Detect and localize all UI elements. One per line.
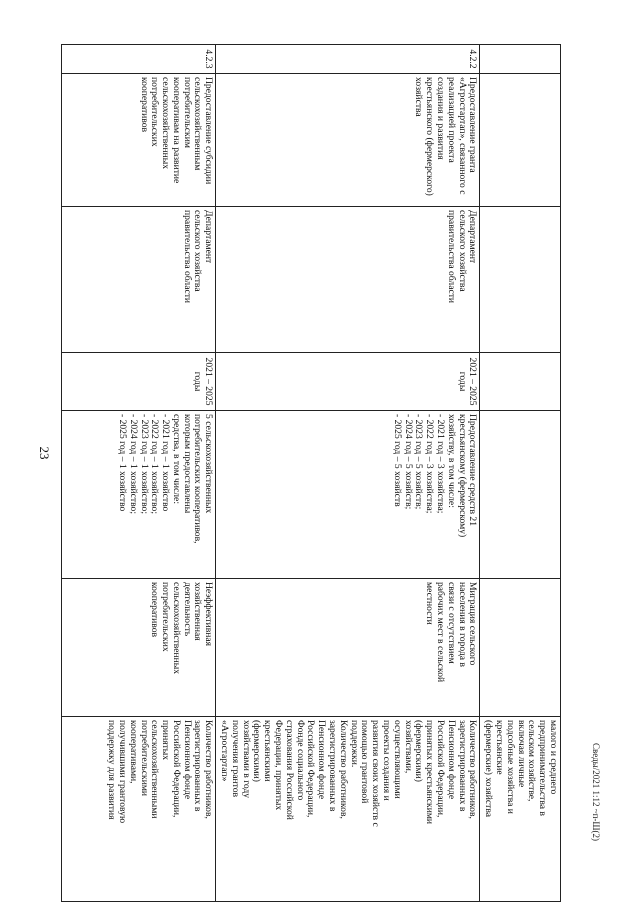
cell-line: потребительскими [138, 720, 150, 797]
cell-line: сельского хозяйства [456, 210, 468, 292]
cell-line: потребительским [181, 77, 193, 148]
period-cell: 2021 – 2025 годы [62, 353, 216, 411]
cell-line: включая личные [515, 720, 527, 788]
cell-line: Пенсионном фонде [181, 720, 193, 800]
executor-cell [62, 207, 216, 353]
cell-line: Неэффективная [203, 582, 215, 647]
indicator-cell [480, 717, 561, 902]
cell-line: хозяйству, в том числе: [445, 414, 457, 508]
table-row [216, 45, 480, 902]
measures-table [61, 44, 561, 902]
cell-line: хозяйствами, [402, 720, 414, 774]
cell-line: принятых [160, 720, 172, 761]
period-cell: 2021 – 2025 годы [216, 353, 480, 411]
cell-line: Предоставление гранта [467, 77, 479, 173]
cell-line: хозяйствами в году [240, 720, 252, 799]
result-cell [480, 411, 561, 579]
cell-line: средства, в том числе: [170, 414, 182, 504]
cell-line: предпринимательства в [537, 720, 549, 816]
cell-line: поддержки. [348, 720, 360, 768]
cell-line: потребительских [149, 77, 161, 147]
cell-line: сельского хозяйства [192, 210, 204, 292]
risk-cell [216, 579, 480, 717]
cell-line: принятых крестьянскими [424, 720, 436, 825]
cell-line: - 2023 год – 1 хозяйство; [138, 414, 150, 515]
indicator-cell [62, 717, 216, 902]
page-number: 23 [37, 446, 52, 460]
cell-line: сельскохозяйственных [170, 582, 182, 675]
cell-line: кооперативам на развитие [170, 77, 182, 184]
cell-line: хозяйственная [192, 582, 204, 641]
cell-line: - 2024 год – 5 хозяйств; [402, 414, 414, 510]
cell-line: (фермерские) хозяйства [483, 720, 495, 818]
cell-line: страхования Российской [283, 720, 295, 820]
cell-line: деятельность [181, 582, 193, 637]
cell-line: сельскохозяйственным [192, 77, 204, 171]
executor-cell [216, 207, 480, 353]
result-cell [62, 411, 216, 579]
cell-line: Российской Федерации, [435, 720, 447, 818]
cell-line: (фермерскими) [413, 720, 425, 782]
cell-line: - 2025 год – 1 хозяйство [116, 414, 128, 512]
cell-line: - 2025 год – 5 хозяйств [391, 414, 403, 507]
table-row [62, 45, 216, 902]
cell-line: зарегистрированных в [192, 720, 204, 812]
cell-line: помощью грантовой [359, 720, 371, 804]
cell-line: - 2024 год – 1 хозяйство; [127, 414, 139, 515]
cell-line: Федерации, принятых [273, 720, 285, 811]
cell-line: сельскохозяйственных [160, 77, 172, 170]
cell-line: - 2022 год – 1 хозяйство; [149, 414, 161, 515]
period-cell [480, 353, 561, 411]
cell-line: которым предоставлены [181, 414, 193, 514]
result-cell [216, 411, 480, 579]
event-cell [62, 74, 216, 207]
cell-line: создания и развития [435, 77, 447, 160]
cell-line: Департамент [467, 210, 479, 264]
cell-line: сельскохозяйственными [149, 720, 161, 819]
cell-line: Пенсионном фонде [445, 720, 457, 800]
cell-line: населения в города в [456, 582, 468, 667]
item-number-cell: 4.2.3 [62, 45, 216, 74]
cell-line: крестьянскому (фермерскому) [456, 414, 468, 538]
cell-line: Предоставление субсидии [203, 77, 215, 185]
cell-line: осуществляющими [391, 720, 403, 799]
cell-line: поддержку для развития [106, 720, 118, 820]
risk-cell [62, 579, 216, 717]
cell-line: Фонде социального [294, 720, 306, 801]
cell-line: - 2021 год – 3 хозяйства; [435, 414, 447, 514]
cell-line: Российской Федерации, [170, 720, 182, 818]
cell-line: крестьянскими [262, 720, 274, 782]
cell-line: кооперативами, [127, 720, 139, 784]
cell-line: Предоставление средств 21 [467, 414, 479, 527]
footer-code: Сведы/2021 1:12 ~п-Ш(2) [591, 743, 601, 841]
cell-line: местности [424, 582, 436, 625]
risk-cell [480, 579, 561, 717]
cell-line: подсобные хозяйства и [504, 720, 516, 814]
cell-line: крестьянские [494, 720, 506, 775]
cell-line: «Агростартап», связанного с [456, 77, 468, 195]
cell-line: потребительских кооперативов, [192, 414, 204, 544]
cell-line: проекты создания и [381, 720, 393, 801]
cell-line: Количество работников, [467, 720, 479, 819]
cell-line: сельском хозяйстве, [526, 720, 538, 802]
cell-line: Департамент [203, 210, 215, 264]
cell-line: Российской Федерации, [305, 720, 317, 818]
cell-line: получившими грантовую [116, 720, 128, 824]
table-row [480, 45, 561, 902]
cell-line: развития своих хозяйств с [370, 720, 382, 827]
cell-line: - 2022 год – 3 хозяйства; [424, 414, 436, 514]
cell-line: правительства области [181, 210, 193, 304]
cell-line: малого и среднего [548, 720, 559, 795]
event-cell [480, 74, 561, 207]
cell-line: Количество работников, [337, 720, 349, 819]
cell-line: правительства области [445, 210, 457, 304]
cell-line: зарегистрированных в [456, 720, 468, 812]
cell-line: хозяйства [413, 77, 425, 117]
cell-line: Пенсионном фонде [316, 720, 328, 800]
cell-line: рабочих мест в сельской [435, 582, 447, 683]
item-number-cell: 4.2.2 [216, 45, 480, 74]
cell-line: «Агростартап» [219, 720, 231, 782]
cell-line: 5 сельскохозяйственных [203, 414, 215, 514]
cell-line: Количество работников, [203, 720, 215, 819]
cell-line: получения грантов [229, 720, 241, 798]
cell-line: Миграция сельского [467, 582, 479, 666]
executor-cell [480, 207, 561, 353]
cell-line: связи с отсутствием [445, 582, 457, 664]
cell-line: реализацией проекта [445, 77, 457, 163]
cell-line: - 2021 год – 1 хозяйство [160, 414, 172, 512]
cell-line: потребительских [160, 582, 172, 652]
indicator-cell [216, 717, 480, 902]
cell-line: - 2023 год – 5 хозяйств; [413, 414, 425, 510]
cell-line: кооперативов [138, 77, 150, 133]
event-cell [216, 74, 480, 207]
cell-line: кооперативов [149, 582, 161, 638]
item-number-cell [480, 45, 561, 74]
cell-line: (фермерскими) [251, 720, 263, 782]
cell-line: крестьянского (фермерского) [424, 77, 436, 196]
cell-line: зарегистрированных в [327, 720, 339, 812]
